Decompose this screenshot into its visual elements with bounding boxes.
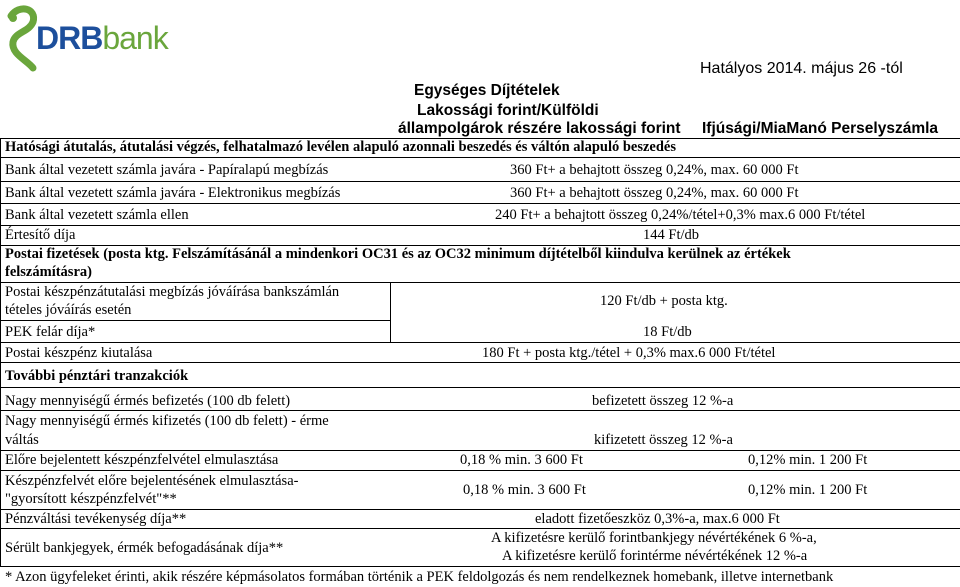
- divider: [0, 566, 960, 567]
- row-label-postal-transfer-line2: tételes jóváírás esetén: [5, 302, 132, 318]
- divider: [0, 181, 960, 182]
- logo-drb: DRB: [36, 20, 103, 56]
- column-separator: [390, 282, 391, 342]
- section-title-official-transfer: Hatósági átutalás, átutalási végzés, felhatalmazó levélen alapuló azonnali beszedés és váltón alapuló beszedés: [5, 139, 677, 155]
- row-value-damaged-notes-line2: A kifizetésre kerülő forintérme névértékének 12 %-a: [502, 548, 808, 564]
- row-value-express-withdrawal-standard: 0,18 % min. 3 600 Ft: [463, 482, 586, 498]
- row-label-pek-surcharge: PEK felár díja*: [5, 324, 96, 340]
- divider: [0, 387, 960, 388]
- row-value-electronic-order: 360 Ft+ a behajtott összeg 0,24%, max. 60 000 Ft: [510, 185, 799, 201]
- row-label-coin-deposit: Nagy mennyiségű érmés befizetés (100 db felett): [5, 393, 291, 409]
- column-header-line1: Lakossági forint/Külföldi: [417, 102, 599, 119]
- footnote: * Azon ügyfeleket érinti, akik részére képmásolatos formában történik a PEK feldolgozás és nem rendelkeznek homebank, illetve internetbank: [5, 569, 834, 585]
- row-value-damaged-notes-line1: A kifizetésre kerülő forintbankjegy névértékének 6 %-a,: [491, 530, 817, 546]
- effective-date: Hatályos 2014. május 26 -tól: [700, 60, 903, 77]
- divider: [0, 362, 960, 363]
- row-value-coin-payout: kifizetett összeg 12 %-a: [594, 432, 733, 448]
- row-value-postal-transfer: 120 Ft/db + posta ktg.: [600, 293, 728, 309]
- table-title: Egységes Díjtételek: [414, 82, 560, 99]
- row-label-postal-cash-payout: Postai készpénz kiutalása: [5, 345, 153, 361]
- row-value-against-account: 240 Ft+ a behajtott összeg 0,24%/tétel+0,3% max.6 000 Ft/tétel: [495, 207, 866, 223]
- table-left-border: [0, 138, 1, 567]
- row-value-pek-surcharge: 18 Ft/db: [643, 324, 692, 340]
- logo-bank: bank: [102, 20, 168, 56]
- section-title-cashier-transactions: További pénztári tranzakciók: [5, 368, 189, 384]
- section-title-postal-payments-cont: felszámításra): [5, 264, 92, 280]
- row-value-missed-withdrawal-youth: 0,12% min. 1 200 Ft: [748, 452, 868, 468]
- divider: [0, 320, 390, 321]
- row-label-express-withdrawal-line2: "gyorsított készpénzfelvét"**: [5, 491, 177, 507]
- column-header-youth: Ifjúsági/MiaManó Perselyszámla: [702, 120, 939, 137]
- divider: [0, 225, 960, 226]
- column-header-line2: állampolgárok részére lakossági forint: [398, 120, 681, 137]
- row-label-postal-transfer-line1: Postai készpénzátutalási megbízás jóváírása bankszámlán: [5, 284, 340, 300]
- row-value-missed-withdrawal-standard: 0,18 % min. 3 600 Ft: [460, 452, 583, 468]
- row-label-express-withdrawal-line1: Készpénzfelvét előre bejelentésének elmulasztása-: [5, 473, 299, 489]
- row-label-coin-payout-line1: Nagy mennyiségű érmés kifizetés (100 db felett) - érme: [5, 413, 329, 429]
- row-label-against-account: Bank által vezetett számla ellen: [5, 207, 189, 223]
- section-title-postal-payments: Postai fizetések (posta ktg. Felszámításánál a mindenkori OC31 és az OC32 minimum díjtételből kiindulva kerülnek az értékek: [5, 246, 791, 262]
- divider: [0, 157, 960, 158]
- row-value-coin-deposit: befizetett összeg 12 %-a: [592, 393, 734, 409]
- logo: [3, 2, 168, 74]
- divider: [0, 470, 960, 471]
- row-label-electronic-order: Bank által vezetett számla javára - Elektronikus megbízás: [5, 185, 341, 201]
- row-label-damaged-notes: Sérült bankjegyek, érmék befogadásának díja**: [5, 540, 284, 556]
- row-label-currency-exchange: Pénzváltási tevékenység díja**: [5, 511, 187, 527]
- divider: [0, 342, 960, 343]
- divider: [0, 410, 960, 411]
- divider: [0, 203, 960, 204]
- row-value-express-withdrawal-youth: 0,12% min. 1 200 Ft: [748, 482, 868, 498]
- row-label-coin-payout-line2: váltás: [5, 432, 39, 448]
- row-value-paper-order: 360 Ft+ a behajtott összeg 0,24%, max. 60 000 Ft: [510, 162, 799, 178]
- row-label-paper-order: Bank által vezetett számla javára - Papíralapú megbízás: [5, 162, 329, 178]
- logo-text: [36, 20, 168, 56]
- row-value-postal-cash-payout: 180 Ft + posta ktg./tétel + 0,3% max.6 000 Ft/tétel: [482, 345, 776, 361]
- row-value-notification-fee: 144 Ft/db: [643, 227, 699, 243]
- row-label-notification-fee: Értesítő díja: [5, 227, 76, 243]
- row-value-currency-exchange: eladott fizetőeszköz 0,3%-a, max.6 000 Ft: [535, 511, 780, 527]
- row-label-missed-withdrawal: Előre bejelentett készpénzfelvétel elmulasztása: [5, 452, 279, 468]
